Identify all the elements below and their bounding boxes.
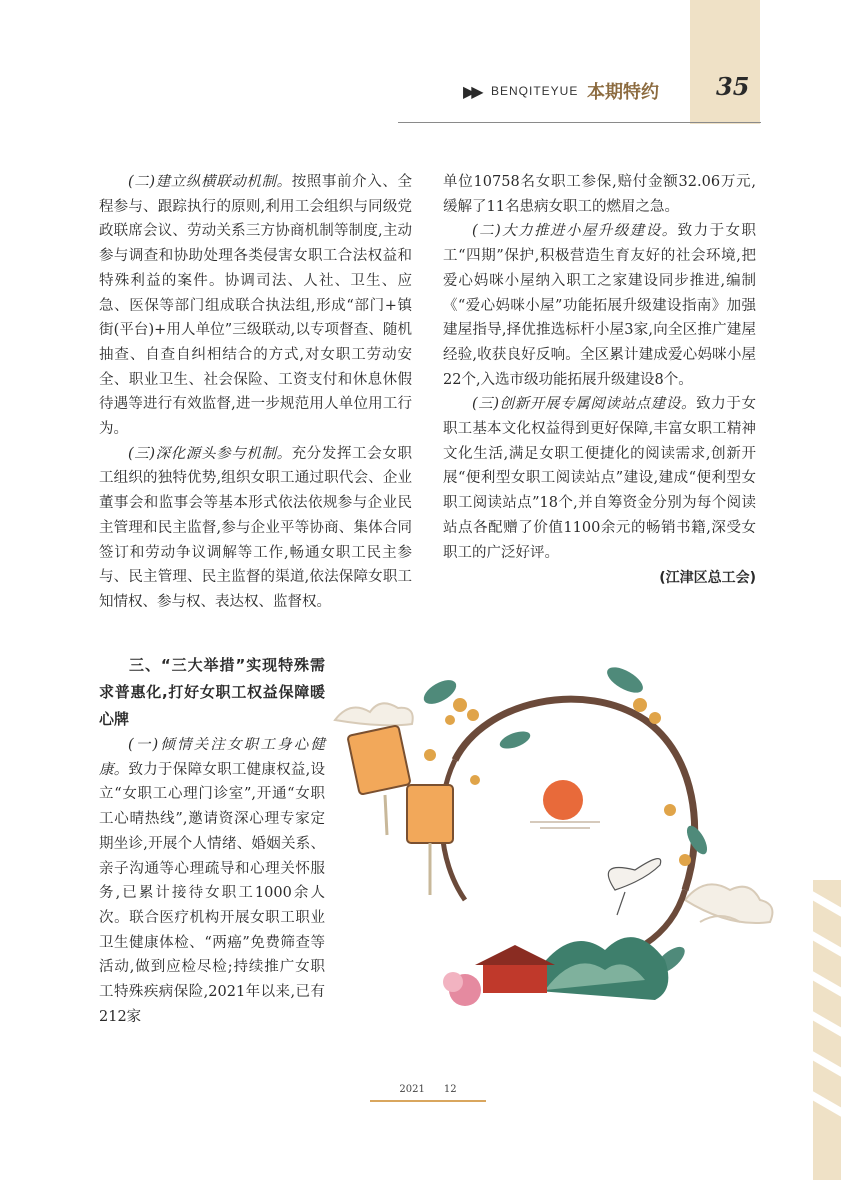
left-column: [99, 170, 412, 615]
paragraph: 单位10758名女职工参保,赔付金额32.06万元,缓解了11名患病女职工的燃眉之急。: [443, 174, 756, 215]
paragraph-text: 致力于女职工“四期”保护,积极营造生育友好的社会环境,把爱心妈咪小屋纳入职工之家建设同步推进,编制《“爱心妈咪小屋”功能拓展升级建设指南》加强建屋指导,择优推选标杆小屋3家,向全区推广建屋经验,收获良好反响。全区累计建成爱心妈咪小屋22个,入选市级功能拓展升级建设8个。: [443, 223, 756, 388]
paragraph-title: (三)创新开展专属阅读站点建设。: [472, 396, 697, 413]
paragraph: [443, 219, 756, 392]
page-number: 35: [716, 72, 750, 101]
edge-stripes-decoration: [813, 880, 841, 1180]
section-latin: BENQITEYUE: [491, 84, 579, 98]
section-heading: 三、“三大举措”实现特殊需求普惠化,打好女职工权益保障暖心牌: [99, 656, 325, 728]
paragraph: [443, 392, 756, 565]
signature: (江津区总工会): [659, 570, 756, 587]
lantern-icon: [347, 725, 453, 895]
crane-icon: [608, 859, 660, 915]
paragraph-text: 按照事前介入、全程参与、跟踪执行的原则,利用工会组织与同级党政联席会议、劳动关系三方协商机制等制度,主动参与调查和协助处理各类侵害女职工合法权益和特殊利益的案件。协调司法、人社、卫生、应急、医保等部门组成联合执法组,形成“部门+镇街(平台)+用人单位”三级联动,以专项督查、随机抽查、自查自纠相结合的方式,对女职工劳动安全、职业卫生、社会保险、工资支付和休息休假待遇等进行有效监督,进一步规范用人单位用工行为。: [99, 174, 412, 438]
header-tab-block: [690, 0, 760, 124]
header-rule: [398, 122, 761, 123]
pavilion-icon: [475, 945, 555, 993]
osmanthus-branch-icon: [420, 662, 711, 977]
footer-issue-number: 12: [443, 1084, 457, 1095]
paragraph-text: 充分发挥工会女职工组织的独特优势,组织女职工通过职代会、企业董事会和监事会等基本形式依法依规参与企业民主管理和民主监督,参与企业平等协商、集体合同签订和劳动争议调解等工作,畅通女职工民主参与、民主管理、民主监督的渠道,依法保障女职工知情权、参与权、表达权、监督权。: [99, 445, 412, 610]
paragraph: [99, 442, 412, 615]
paragraph-text: 致力于女职工基本文化权益得到更好保障,丰富女职工精神文化生活,满足女职工便捷化的阅读需求,创新开展“便利型女职工阅读站点”建设,建成“便利型女职工阅读站点”18个,并自筹资金分别为每个阅读站点各配赠了价值1100余元的畅销书籍,深受女职工的广泛好评。: [443, 396, 756, 561]
decorative-illustration: [325, 660, 785, 1060]
paragraph: [99, 170, 412, 442]
paragraph-title: (二)建立纵横联动机制。: [128, 174, 292, 190]
peony-icon: [443, 972, 481, 1006]
paragraph-title: (一)倾情关注女职工身心健康。: [99, 737, 325, 778]
paragraph: [99, 733, 325, 1029]
footer-issue: [370, 1084, 486, 1095]
footer-year: 2021: [399, 1084, 425, 1095]
double-arrow-right-icon: ▶▶: [463, 81, 480, 101]
footer-rule: [370, 1100, 486, 1102]
left-column-narrow: [99, 652, 325, 1029]
right-column: [443, 170, 756, 591]
sun-icon: [543, 780, 583, 820]
paragraph-text: 致力于保障女职工健康权益,设立“女职工心理门诊室”,开通“女职工心晴热线”,邀请资深心理专家定期坐诊,开展个人情绪、婚姻关系、亲子沟通等心理疏导和心理关怀服务,已累计接待女职工1000余人次。联合医疗机构开展女职工职业卫生健康体检、“两癌”免费筛查等活动,做到应检尽检;持续推广女职工特殊疾病保险,2021年以来,已有212家: [99, 761, 326, 1025]
section-title: 本期特约: [587, 82, 659, 103]
paragraph-title: (三)深化源头参与机制。: [128, 445, 292, 462]
paragraph-title: (二)大力推进小屋升级建设。: [472, 223, 678, 240]
